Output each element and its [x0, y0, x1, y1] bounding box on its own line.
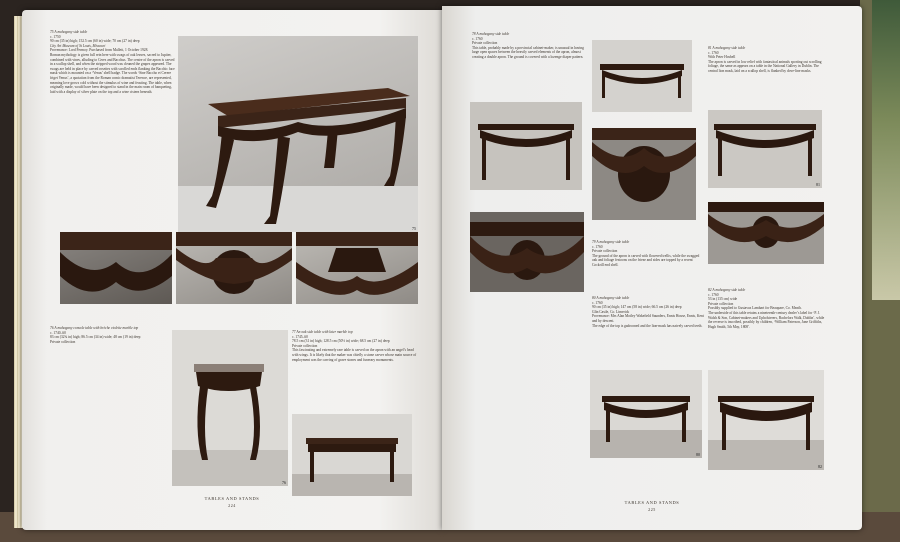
figure-number-82: 82 [818, 464, 822, 469]
entry-79-description: The ground of the apron is carved with flowered trellis, while the swagged oak and foliage festoons on the frieze and sides are topped by a recent Cockrill end shell. [592, 253, 700, 267]
entry-81-collection: With Peter Hosbell [708, 55, 736, 60]
photo-oak-table-77 [292, 414, 412, 496]
photo-detail-lion-mask [592, 128, 696, 220]
left-page [22, 10, 442, 530]
figure-number-80: 80 [696, 452, 700, 457]
entry-76-heading: 76 A mahogany console table with brèche violette marble top [50, 326, 139, 330]
entry-79-heading: 79 A mahogany side table [592, 240, 630, 244]
photo-side-table-80 [590, 370, 702, 458]
entry-82-date: c. 1760 [708, 292, 719, 297]
entry-82-dimensions: 53 in (135 cm) wide [708, 297, 738, 302]
entry-80-date: c. 1760 [592, 300, 603, 305]
entry-77-text [292, 330, 418, 362]
entry-76-date: c. 1740–60 [50, 330, 66, 335]
right-page-footer [592, 500, 712, 512]
background-book-spine [872, 0, 900, 300]
entry-81-description: The apron is carved in low relief with fantastical animals sporting out scrolling foliage, the same as appears on a table in the National Gallery in Dublin. The central lion mask, laid on a scallop shell, is flanked by dove-line masks. [708, 59, 822, 73]
photo-detail-shell [296, 232, 418, 304]
entry-75-provenance: Provenance: Lord Fermoy. Purchased from Mallett, 1 October 1928. [50, 48, 149, 53]
entry-75-text [50, 30, 178, 94]
entry-75-collection: City Art Museum of St Louis, Missouri [50, 43, 106, 48]
entry-81-text [708, 46, 826, 74]
entry-78-text [472, 32, 590, 60]
entry-78-date: c. 1760 [472, 36, 483, 41]
entry-79-collection: Private collection [592, 249, 618, 254]
entry-76-collection: Private collection [50, 339, 76, 344]
entry-75-heading: 75 A mahogany side table [50, 30, 88, 34]
entry-82-heading: 82 A mahogany side table [708, 288, 746, 292]
photo-side-table-75 [178, 36, 418, 232]
entry-82-description: The underside of this table retains a nineteenth-century dealer’s label for ‘P. J. Walsh & Son, Cabinet-makers and Upholsterers, Bachelors Walk, Dublin’, while the reverse is inscribed, possibly by children, ‘William Paterson, Jane Griffiths, Hugh Smith, 5th May, 1808’. [708, 310, 825, 329]
entry-80-description: The edge of the top is gadrooned and the lion-mask has naively carved teeth. [592, 323, 703, 328]
figure-number-75: 75 [412, 226, 416, 231]
entry-80-text [592, 296, 704, 328]
figure-number-81: 81 [816, 182, 820, 187]
photo-detail-apron-78 [470, 212, 584, 292]
entry-79-date: c. 1760 [592, 244, 603, 249]
entry-80-provenance: Provenance: Mrs Alan Motley Wakefield Saunders, Ennis House, Ennis, Kent and by descent. [592, 314, 704, 323]
entry-77-collection: Private collection [292, 343, 318, 348]
entry-80-dimensions: 90 cm (35 in) high; 147 cm (58 in) wide; 66.5 cm (26 in) deep [592, 305, 682, 310]
photo-console-table-76 [172, 330, 288, 486]
entry-82-collection: Private collection [708, 301, 734, 306]
entry-78-collection: Private collection [472, 41, 498, 46]
figure-number-76: 76 [282, 480, 286, 485]
entry-80-heading: 80 A mahogany side table [592, 296, 630, 300]
entry-77-dimensions: 78.5 cm (31 in) high; 128.5 cm (50½ in) wide; 68.5 cm (27 in) deep [292, 339, 390, 344]
entry-75-description: Roman mythology is given full rein here with swags of oak leaves, sacred to Jupiter, combined with vines, alluding to Ceres and Bacchus. The centre of the apron is carved in a scallop shell, and when the stripped wood was cleaned the grapes appeared. The swags are held in place by carved rosettes with scrolled ends flanking the Bacchic face mask which is mounted on a ‘Venus’ shell badge. The words ‘Sine Baccho et Cerere friget Venus’, a quotation from the Roman comic dramatist Terence, are represented, meaning love grows cold without the stimulus of wine and feasting. The table, when originally made, would have been designed to stand in the main room of banqueting, laid with a display of silver plate on the top and a wine cistern beneath. [50, 52, 175, 94]
entry-77-description: This fascinating and extremely rare table is carved on the apron with an angel’s head with wings. It is likely that the maker was chiefly a stone carver whose main source of employment was the carving of grave stones and funerary monuments. [292, 348, 417, 362]
entry-75-dimensions: 90 cm (35 in) high; 152.5 cm (60 in) wide; 70 cm (27 in) deep [50, 39, 140, 44]
entry-81-heading: 81 A mahogany side table [708, 46, 746, 50]
entry-82-provenance: Possibly supplied to Gustavus Lambart for Beaupare, Co. Meath. [708, 306, 802, 311]
entry-80-collection: Glin Castle, Co. Limerick [592, 309, 630, 314]
right-page-number: 225 [648, 507, 656, 512]
photo-side-table-81 [708, 110, 822, 188]
entry-78-description: This table, probably made by a provincial cabinet-maker, is unusual in having large open spaces between the heavily carved elements of the apron, almost creating a double apron. The ground is covered with a lozenge diaper pattern. [472, 45, 584, 59]
photo-detail-apron-left [60, 232, 172, 304]
entry-76-text [50, 326, 168, 344]
photo-side-table-82 [708, 370, 824, 470]
right-page [442, 6, 862, 530]
entry-79-text [592, 240, 700, 268]
photo-side-table-78b [470, 102, 582, 190]
photo-detail-apron-81 [708, 202, 824, 264]
entry-78-heading: 78 A mahogany side table [472, 32, 510, 36]
entry-81-date: c. 1760 [708, 50, 719, 55]
entry-76-dimensions: 83 cm (32¾ in) high; 86.5 cm (34 in) wide; 48 cm (19 in) deep [50, 335, 141, 340]
photo-detail-mask [176, 232, 292, 304]
entry-75-date: c. 1750 [50, 34, 61, 39]
entry-77-date: c. 1745–60 [292, 334, 308, 339]
entry-82-text [708, 288, 826, 329]
entry-77-heading: 77 An oak side table with later marble top [292, 330, 353, 334]
left-page-number: 224 [228, 503, 236, 508]
left-running-footer: TABLES AND STANDS [204, 496, 260, 501]
photo-side-table-78 [592, 40, 692, 112]
left-page-footer [172, 496, 292, 508]
right-running-footer: TABLES AND STANDS [624, 500, 680, 505]
